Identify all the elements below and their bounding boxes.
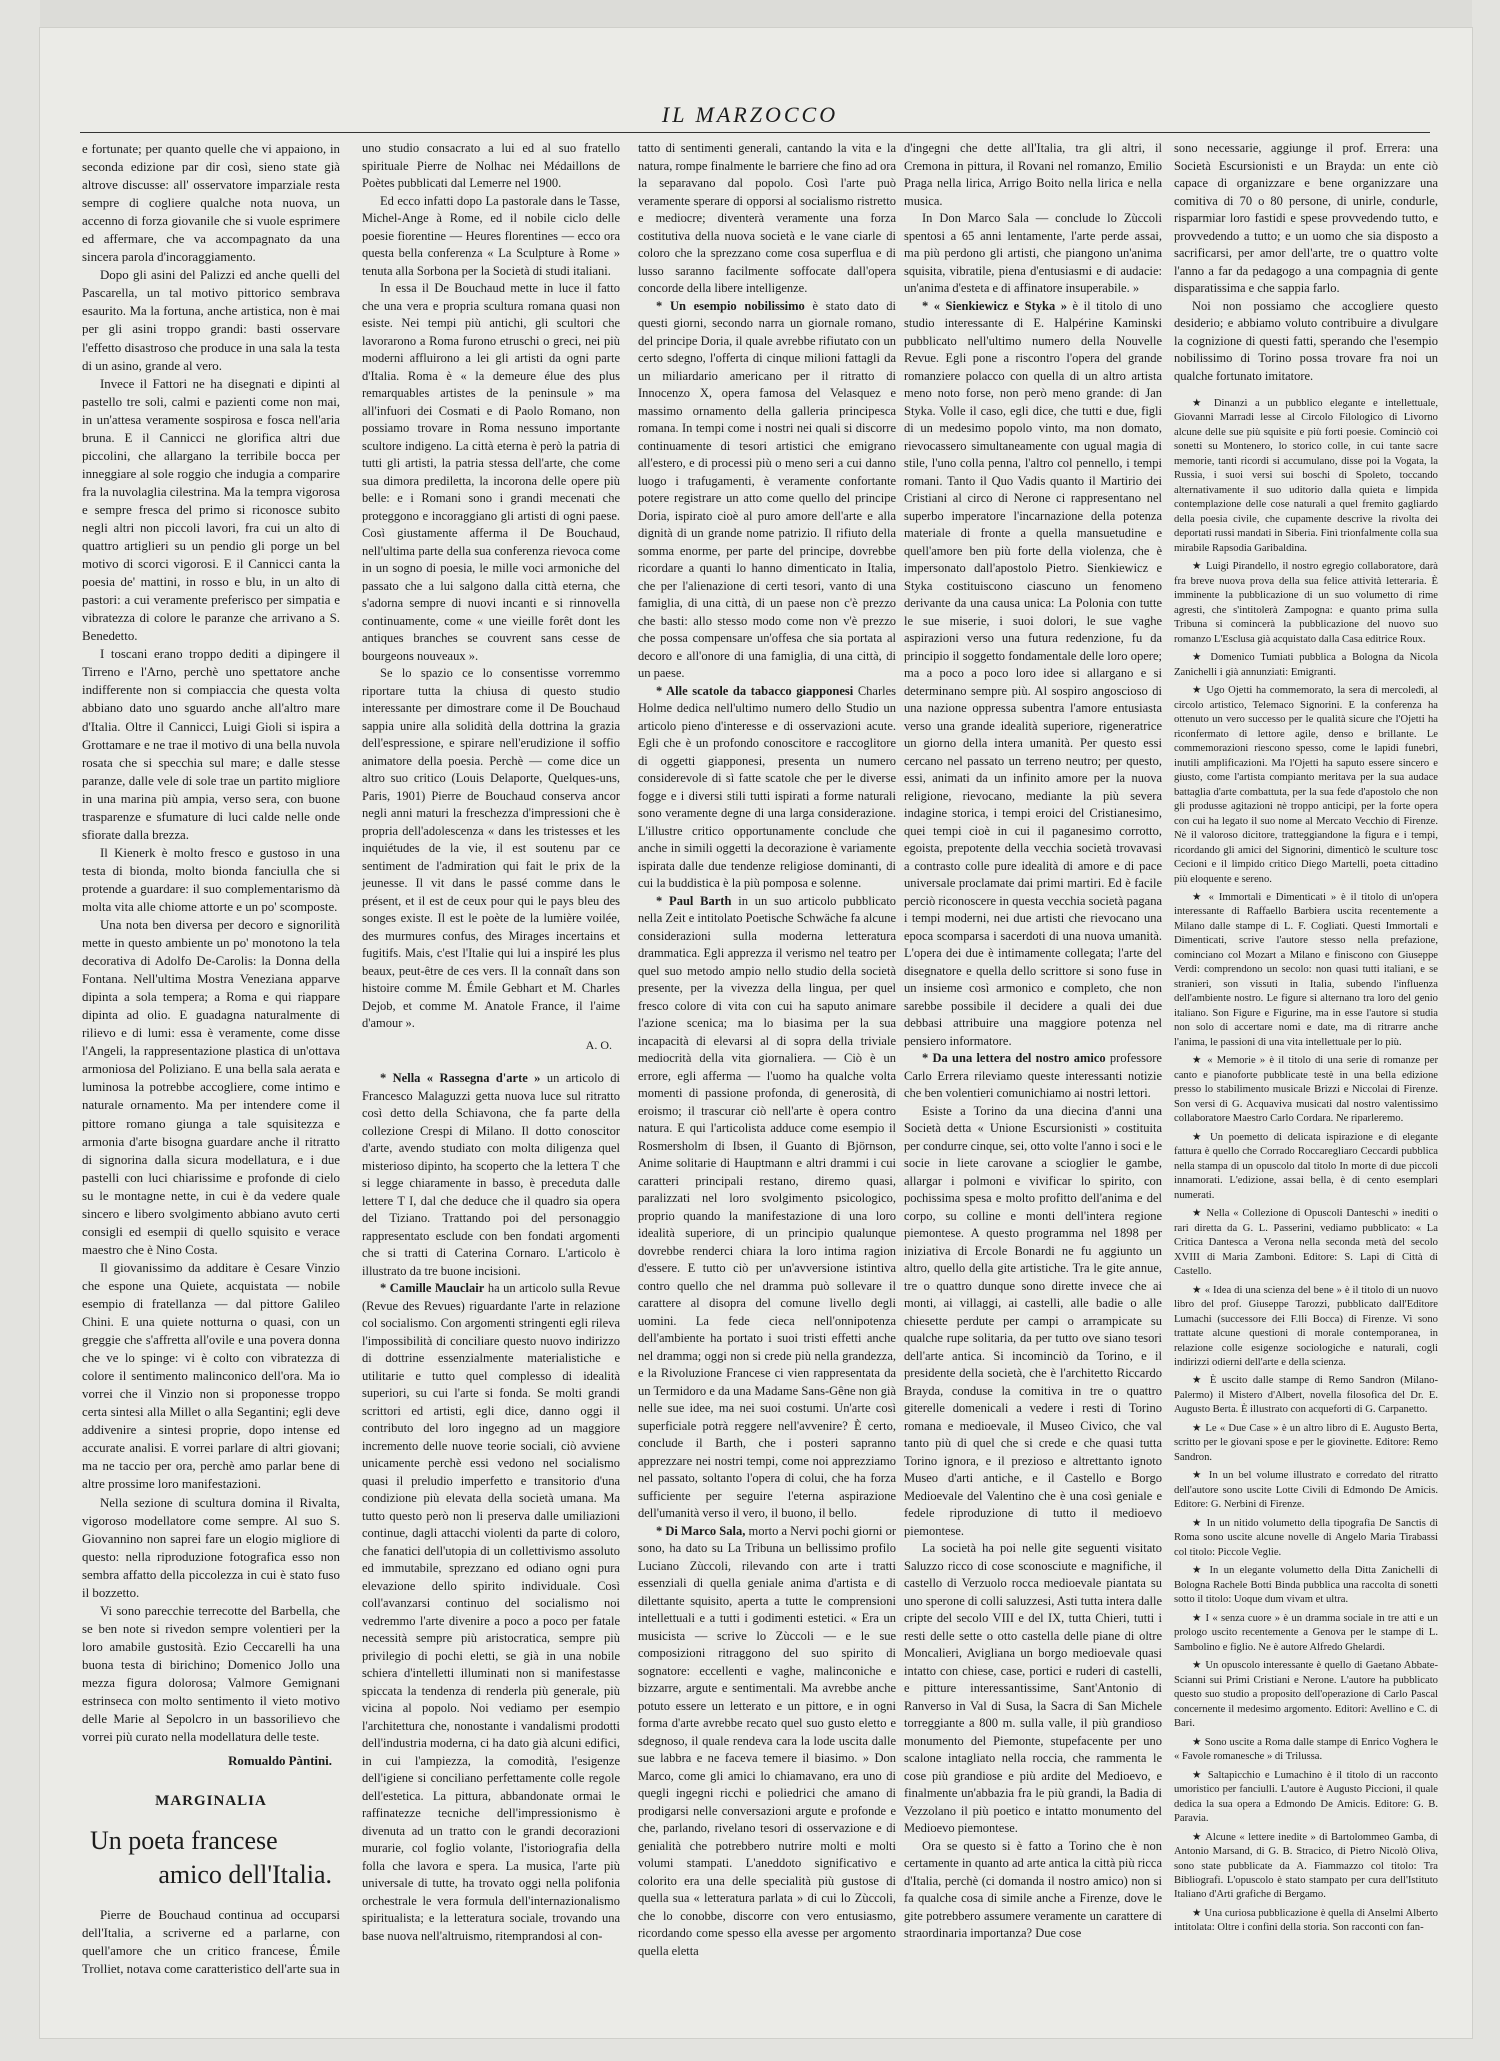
news-item [638,1523,896,1961]
news-note: ★ Alcune « lettere inedite » di Bartolommeo Gamba, di Antonio Marsand, di G. B. Stracico, di Pietro Nicolò Oliva, sono state pubblicate da A. Fiammazzo col titolo: Tra Bibliografi. L'opuscolo è stato stampato per cura dell'Istituto Italiano d'Arti grafiche di Bergamo. [1174,1831,1438,1901]
news-note: ★ Un poemetto di delicata ispirazione e di elegante fattura è quello che Corrado Roccaregliaro Ceccardi pubblica nella stampa di un opuscolo dal titolo In morte di due piccoli innamorati. L'edizione, assai bella, è di cento esemplari numerati. [1174,1131,1438,1201]
column-3 [638,140,896,1960]
paragraph: In essa il De Bouchaud mette in luce il fatto che una vera e propria scultura romana quasi non esiste. Nei tempi più antichi, gli scultori che lavorarono a Roma furono etruschi o greci, nei più moderni affluirono a lei gli artisti da ogni parte d'Italia. Roma è « la demeure élue des plus remarquables artistes de la peninsule » ma all'infuori dei Cosmati e di Paolo Romano, non possiamo trovare in Roma nessuno importante scultore indigeno. La città eterna è però la patria di tutti gli artisti, la patria stessa dell'arte, che come sua dimora prediletta, la incorona delle opere più belle: e i Romani sono i grandi mecenati che proteggono e incoraggiano gli artisti di ogni paese. Così giustamente afferma il De Bouchaud, nell'ultima parte della sua conferenza rievoca come in un sogno di poesia, le mille voci armoniche del passato che a lui salgono dalla città eterna, che s'adorna sempre di nuovi incanti e si rinnovella continuamente, come « une vieille forêt dont les antiques branches se couvrent sans cesse de bourgeons nouveaux ». [362,281,620,663]
news-note: ★ È uscito dalle stampe di Remo Sandron (Milano-Palermo) il Mistero d'Albert, novella filosofica del Dr. E. Augusto Berta. È illustrato con acqueforti di G. Carpanetto. [1174,1375,1438,1416]
paragraph: Una nota ben diversa per decoro e signorilità mette in questo ambiente un po' monotono la tela decorativa di Adolfo De-Carolis: la Donna della Fontana. Nell'ultima Mostra Veneziana apparve dipinta a sola tempera; a Roma e qui riappare dipinta ad olio. E guadagna naturalmente di rilievo e di lumi: essa è veramente, come disse l'Angeli, la rappresentazione plastica di un'ottava armoniosa del Poliziano. E una bella sala aerata e luminosa la potrebbe accogliere, come intimo e naturale ornamento. Ma per intendere come il pittore romano giunga a tale squisitezza e armonia d'arte bisogna guardare anche il ritratto di signorina dalla sicura modellatura, e i due pastelli con luci chiarissime e profonde di cielo su le montagne nette, in cui è da vedere quale sincero e libero svolgimento abbiano avuto certi consigli ed esempii di quello squisito e verace maestro che è Nino Costa. [82,918,340,1257]
paragraph: Dopo gli asini del Palizzi ed anche quelli del Pascarella, un tal motivo pittorico sembrava esaurito. Ma la fortuna, anche artistica, non è mai per gli asini troppo grandi: basti osservare l'effetto disastroso che produce in una sala la testa di un asino, grande al vero. [82,268,340,373]
paragraph: Vi sono parecchie terrecotte del Barbella, che se ben note si rivedon sempre volentieri per la loro amabile gustosità. Ezio Ceccarelli ha una buona testa di birichino; Domenico Jollo una mezza figura dolorosa; Valmore Gemignani estrinseca con molto sentimento il vieto motivo delle Marie al Sepolcro in un bassorilievo che vorrei più curato nella modellatura delle teste. [82,1603,340,1745]
news-item [904,298,1162,1051]
paragraph: Nella sezione di scultura domina il Rivalta, vigoroso modellatore come sempre. Al suo S. Giovannino non saprei fare un elogio migliore di questo: nella riproduzione fotografica esso non sembra affatto della piccolezza in cui è stato fuso il bozzetto. [82,1495,340,1600]
paragraph: Pierre de Bouchaud continua ad occuparsi dell'Italia, a scriverne ed a parlarne, con quell'amore che un critico francese, Émile Trolliet, notava come caratteristico dell'arte sua in [82,1908,340,1977]
news-note: ★ Sono uscite a Roma dalle stampe di Enrico Voghera le « Favole romanesche » di Trilussa. [1174,1736,1438,1763]
news-note: ★ In un nitido volumetto della tipografia De Sanctis di Roma sono uscite alcune novelle di Angelo Maria Tirabassi col titolo: Piccole Veglie. [1174,1517,1438,1558]
news-note: ★ Un opuscolo interessante è quello di Gaetano Abbate-Scianni sui Primi Cristiani e Nerone. L'autore ha pubblicato questo suo studio a proposito dell'operazione di Carlo Pascal concernente il medesimo argomento. Editori: Avellino e C. di Bari. [1174,1660,1438,1730]
news-item-body: professore Carlo Errera rileviamo queste interessanti notizie che ben volentieri comunichiamo ai nostri lettori. [904,1051,1162,1100]
author-signature: Romualdo Pàntini. [228,1754,332,1769]
paragraph: Ed ecco infatti dopo La pastorale dans le Tasse, Michel-Ange à Rome, ed il nobile ciclo delle poesie fiorentine — Heures florentines — ecco ora questa bella conferenza « La Sculpture à Rome » tenuta alla Sorbona per la Società di studi italiani. [362,193,620,278]
news-item-body: è il titolo di uno studio interessante di E. Halpérine Kaminski pubblicato nell'ultimo numero della Nouvelle Revue. Egli pone a riscontro l'opera del grande romanziere polacco con quella di un altro artista meno noto forse, non però meno grande: di Jan Styka. Volle il caso, egli dice, che tutti e due, figli di un medesimo popolo vinto, ma non domato, rievocassero simultaneamente con ugual magia di stile, l'uno colla penna, l'altro col pennello, i tempi romani. Tanto il Quo Vadis quanto il Martirio dei Cristiani al circo di Nerone ci rappresentano nel superbo imperatore l'incarnazione della potenza materiale di fronte a quella mansuetudine e quell'amore ben più forte della violenza, che è impersonato dall'apostolo Pietro. Sienkiewicz e Styka costituiscono ciascuno un fenomeno derivante da una causa unica: La Polonia con tutte le sue miserie, i suoi dolori, le sue vaghe aspirazioni verso una futura redenzione, fu da principio il soggetto fondamentale delle loro opere; ma a poco a poco loro idee si allargano e si determinano sempre più. Al sospiro angoscioso di una nazione oppressa subentra l'amore entusiasta verso una grande idealità superiore, rigeneratrice un giorno della intera umanità. Per questo essi cercano nel passato un terreno neutro; per questo, essi, animati da un infinito amore per la nuova religione, rievocano, mediante la più severa indagine storica, i tempi eroici del Cristianesimo, quei tempi cioè in cui il paganesimo corrotto, egoista, prepotente della vecchia società trovavasi a contrasto colle pure idealità di amore e di pace universale proclamate dai primi martiri. Ed è facile perciò riconoscere in questa vecchia società pagana i tempi moderni, nei due artisti che rievocano una epoca scomparsa i sacerdoti di una nuova umanità. L'opera dei due è intimamente collegata; l'arte del disegnatore e quella dello scrittore si sono fuse in un insieme così armonico e completo, che non sarebbe possibile il decidere a quali dei due debbasi attribuire una maggiore potenza nel pensiero informatore. [904,298,1162,1048]
paragraph: Noi non possiamo che accogliere questo desiderio; e abbiamo voluto contribuire a divulgare la cognizione di questi fatti, sperando che l'esempio nobilissimo di Torino possa trovare fra noi un qualche fortunato imitatore. [1174,298,1438,383]
news-note: ★ I « senza cuore » è un dramma sociale in tre atti e un prologo uscito recentemente a Genova per le stampe di L. Sambolino e figlio. Ne è autore Alfredo Ghelardi. [1174,1612,1438,1653]
column-4 [904,140,1162,1943]
paragraph: Ora se questo si è fatto a Torino che è non certamente in quanto ad arte antica la città più ricca d'Italia, perchè (ci domanda il nostro amico) non si fa qualche cosa di simile anche a Firenze, dove le gite potrebbero assumere veramente un carattere di straordinaria importanza? Due cose [904,1838,1162,1940]
news-note: ★ Ugo Ojetti ha commemorato, la sera di mercoledì, al circolo artistico, Telemaco Signorini. E la conferenza ha ottenuto un vero successo per le qualità sicure che l'Ojetti ha riconfermato di lettore agile, denso e brillante. Le commemorazioni riescono spesso, come le lapidi funebri, inutili amplificazioni. Ma l'Ojetti ha saputo essere sincero e giusto, come l'artista compianto meritava per la sua audace battaglia d'arte combattuta, per la sua fede d'apostolo che non gli produsse agitazioni nè troppo anticipi, per la forte opera con cui ha legato il suo nome al Mercato Vecchio di Firenze. Nè il valoroso dicitore, tratteggiandone la figura e i tempi, ricordando gli amici del Signorini, dimenticò le sculture tosc Cecioni e il limpido critico Diego Martelli, poeta cittadino più eloquente e sereno. [1174,685,1438,885]
news-note: ★ « Memorie » è il titolo di una serie di romanze per canto e pianoforte pubblicate testè in una bella edizione presso lo stabilimento musicale Brizzi e Niccolai di Firenze. Son versi di G. Acquaviva musicati dal nostro valentissimo collaboratore Maestro Carlo Cordara. Ne riparleremo. [1174,1055,1438,1125]
news-note: ★ Nella « Collezione di Opuscoli Danteschi » inediti o rari diretta da G. L. Passerini, vediamo pubblicato: « La Critica Dantesca a Verona nella seconda metà del secolo XVIII di Maria Zamboni. Editore: S. Lapi di Città di Castello. [1174,1208,1438,1278]
section-heading: MARGINALIA [155,1793,267,1810]
news-item-heading: * Un esempio nobilissimo [656,298,805,313]
news-item-heading: * Da una lettera del nostro amico [922,1051,1106,1065]
paragraph: Invece il Fattori ne ha disegnati e dipinti al pastello tre soli, calmi e pazienti come non mai, in un'attesa veramente sospirosa e fosca nell'aria bruna. E il Cannicci ne glorifica altri due piccolini, che allargano la terribile bocca per inneggiare al sole roggio che indugia a comparire fra la nuvolaglia cilestrina. Ma la tempra vigorosa e sempre fresca del primo si riconosce subito negli altri non piccoli lavori, fra cui un alto di quattro artiglieri su un pendio gli porge un bel motivo di scorci vigorosi. E il Cannicci canta la poesia de' mattini, in rosso e blu, in un alto di pastori: a cui veramente preferisco per simpatia e vibratezza di colore le paranze che arrivano a S. Benedetto. [82,376,340,644]
news-note: ★ Le « Due Case » è un altro libro di E. Augusto Berta, scritto per le giovani spose e per le giovinette. Editore: Remo Sandron. [1174,1422,1438,1463]
paragraph: Il Kienerk è molto fresco e gustoso in una testa di bionda, molto bionda fanciulla che si protende a guardare: il suo complementarismo dà molta vita alle chiome attorte e un po' scomposte. [82,845,340,914]
paragraph: sono necessarie, aggiunge il prof. Errera: una Società Escursionisti e un Brayda: un ente ciò capace di organizzare e bene organizzare una comitiva di 70 o 80 persone, di unirle, condurle, risparmiar loro fastidi e spese provvedendo tutto, e provvedendo a tutto; e un uomo che sia disposto a sacrificarsi, per amor dell'arte, tre o quattro volte l'anno a far da pedagogo a una compagnia di gente disparatissima e che sappia farlo. [1174,141,1438,295]
news-item-body: un articolo di Francesco Malaguzzi getta nuova luce sul ritratto così detto della Schiavona, che fa parte della collezione Crespi di Milano. Il dotto conoscitor d'arte, avendo studiato con molta diligenza quel misterioso dipinto, ha scoperto che la lettera T che si legge chiaramente in basso, è preceduta dalle lettere T I, dal che deduce che il quadro sia opera del Tiziano. Trattando poi del personaggio rappresentato esclude con ben fondati argomenti che si tratti di Caterina Cornaro. L'articolo è illustrato da tre buone incisioni. [362,1071,620,1278]
news-item-body: in un suo articolo pubblicato nella Zeit e intitolato Poetische Schwäche fa alcune considerazioni sulla moderna letteratura drammatica. Egli apprezza il verismo nel teatro per quel suo metodo ampio nello studio della società presente, per la vivezza della lingua, per quel fresco colore di vita con cui ha saputo animare l'azione scenica; ma lo biasima per la sua incapacità di elevarsi al di sopra della triviale mediocrità della vita giornaliera. — Ciò è un errore, egli afferma — l'uomo ha qualche volta momenti di passione profonda, di generosità, di eroismo; il trascurar ciò nell'arte è opera contro natura. E qui l'articolista adduce come esempio il Rosmersholm di Ibsen, il Guanto di Björnson, Anime solitarie di Hauptmann e altri drammi i cui caratteri principali restano, diremo quasi, paralizzati nel loro svolgimento psicologico, proprio quando la manifestazione di una loro idealità superiore, di un principio qualunque dovrebbe renderci chiara la loro intima ragion d'essere. E tutto ciò per un'avversione istintiva contro quello che nel dramma può sollevare il carattere al disopra del comune livello degli uomini. La fede cieca nell'onnipotenza dell'ambiente ha portato i suoi tristi effetti anche nel dramma; oggi non si crede più nella grandezza, e la Rivoluzione Francese ci vien rappresentata da un Termidoro e da una Madame Sans-Gêne non già nelle sue idee, ma nei suoi costumi. Un'arte così superficiale potrà reggere nell'avvenire? È certo, conclude il Barth, che i posteri sapranno apprezzare nei nostri tempi, come noi apprezziamo nel passato, soltanto l'opera di colui, che ha forza sufficiente per seguire l'eterna aspirazione dell'umanità verso il vero, il buono, il bello. [638,893,897,1520]
news-item [638,683,896,893]
news-item-heading: * Paul Barth [656,893,732,908]
paragraph: Il giovanissimo da additare è Cesare Vinzio che espone una Quiete, acquistata — nobile esempio di fratellanza — dal pittore Galileo Chini. E una quiete notturna o quasi, con un greggie che s'affretta all'ovile e una povera donna che ve lo spinge: vi è colto con vibratezza di colore il sentimento malinconico dell'ora. Ma io vorrei che il Vinzio non si proponesse troppo certa sintesi alla Millet o alla Segantini; egli deve addivenire a sintesi proprie, dopo intense ed accurate analisi. E vorrei parlare di altri giovani; ma ne taccio per ora, perchè amo parlar bene di altre prossime loro manifestazioni. [82,1260,340,1492]
news-item-heading: * Alle scatole da tabacco giapponesi [656,683,854,698]
paragraph: Se lo spazio ce lo consentisse vorremmo riportare tutta la chiusa di questo studio interessante per dimostrare come il De Bouchaud sappia unire alla solidità della dottrina la grazia dell'espressione, e spirare nell'erudizione il soffio animatore della poesia. Perchè — come dice un altro suo critico (Louis Delaporte, Quelques-uns, Paris, 1901) Pierre de Bouchaud conserva ancor negli anni maturi la freschezza d'impressioni che è propria dell'adolescenza « dans les tristesses et les inquiétudes de la vie, il est soutenu par ce sentiment de l'admiration qui fait le prix de la jeunesse. Il vit dans le passé comme dans le présent, et il est de ceux pour qui le pays bleu des songes existe. Il est le poète de la lumière voilée, des murmures confus, des Mirages incertains et fugitifs. Mais, c'est l'Italie qui lui a inspiré les plus beaux, peut-être de ces vers. Il la connaît dans son histoire comme M. Émile Gebhart et M. Charles Dejob, et comme M. Anatole France, il l'aime d'amour ». [362,666,620,1030]
news-item [362,1280,620,1945]
paragraph: Esiste a Torino da una diecina d'anni una Società detta « Unione Escursionisti » costituita per condurre cinque, sei, otto volte l'anno i soci e le socie in liete carovane a scioglier le gambe, allargar i polmoni e vivificar lo spirito, con pochissima spesa e molto profitto dell'anima e del corpo, su colline e monti dell'intera regione piemontese. A questo programma nel 1898 per iniziativa di Ercole Bonardi ne fu aggiunto un altro, quello della gite artistiche. Tra le gite annue, tre o quattro dunque sono dirette invece che ai monti, ai villaggi, ai castelli, alle badie o alle chiesette perdute per campi o arrampicate su qualche rupe solitaria, da per tutto ove siano tesori dell'arte antica. Si incominciò da Torino, e il presidente della società, che è l'architetto Riccardo Brayda, conduse la comitiva in tre o quattro giterelle domenicali a vedere i resti di Torino romana e medioevale, il Museo Civico, che val tanto più di quel che si crede e che quasi tutta Torino ignora, e il prezioso e altrettanto ignoto Museo d'arti antiche, e il Castello e Borgo Medioevale del Valentino che è una così geniale e fedele riproduzione di tutto il medioevo piemontese. [904,1103,1162,1538]
news-item-heading: * « Sienkiewicz e Styka » [922,298,1067,313]
news-item-body: ha un articolo sulla Revue (Revue des Revues) riguardante l'arte in relazione col socialismo. Con argomenti stringenti egli rileva l'impossibilità di conciliare questo nuovo indirizzo di dottrine essenzialmente materialistiche e utilitarie e tutto quel complesso di idealità superiori, su cui l'arte si fonda. Se molti grandi scrittori ed artisti, egli dice, danno oggi il contributo del loro ingegno ad un maggiore incremento delle nuove teorie sociali, ciò avviene unicamente perchè essi vedono nel socialismo quasi il preludio imperfetto e transitorio d'una condizione più elevata della società umana. Ma tutto questo però non li preserva dalle umiliazioni continue, dagli attacchi violenti da parte di coloro, che fanatici dell'utopia di un collettivismo assoluto ed immutabile, sprezzano ed odiano ogni pura elevazione dello spirito individuale. Così coll'avanzarsi continuo del socialismo noi vedremmo l'arte divenire a poco a poco per fatale necessità sempre più aristocratica, sempre più privilegio di pochi eletti, se già in una nobile schiera d'intelletti illuminati non si manifestasse spiccata la tendenza di renderla più generale, più vicina al popolo. Noi vediamo per esempio l'architettura che, nonostante i vandalismi prodotti dell'industria moderna, ci ha dato già alcuni edifici, in cui l'ampiezza, la comodità, l'esigenze dell'igiene si conciliano perfettamente colle regole dell'estetica. La pittura, abbandonate ormai le raffinatezze tecniche dell'impressionismo è divenuta ad un tratto con le grandi decorazioni murarie, col foglio volante, l'istoriografia della folla che lavora e spera. La musica, l'arte più universale di tutte, ha trovato oggi nella polifonia orchestrale le vera formula dell'internazionalismo spiritualista; e la letteratura sociale, trovando una base nuova nell'altruismo, ritemprandosi al con- [362,1281,620,1943]
news-note: ★ Domenico Tumiati pubblica a Bologna da Nicola Zanichelli i già annunziati: Emigranti. [1174,652,1438,678]
news-note: ★ Saltapicchio e Lumachino è il titolo di un racconto umoristico per fanciulli. L'autore è Augusto Piccioni, il quale dedica la sua opera a Edmondo De Amicis. Editore: G. B. Paravia. [1174,1769,1438,1825]
page-header-title: IL MARZOCCO [661,102,839,127]
header-rule [80,132,1430,133]
news-item [904,1050,1162,1103]
news-note: ★ « Idea di una scienza del bene » è il titolo di un nuovo libro del prof. Giuseppe Tarozzi, pubblicato dall'Editore Lumachi (successore dei F.lli Bocca) di Firenze. Vi sono trattate alcune questioni di morale contemporanea, in relazione colle esigenze sociologiche e naturali, cogli indirizzi odierni dell'arte e della scienza. [1174,1284,1438,1368]
article-title-line-2: amico dell'Italia. [158,1860,332,1890]
news-note: ★ Luigi Pirandello, il nostro egregio collaboratore, darà fra breve nuova prova della sua felice attività letteraria. È imminente la pubblicazione di un suo volumetto di rime agresti, che s'intitolerà Zampogna: e quanto prima sulla Tribuna si comincerà la pubblicazione del nuovo suo romanzo L'Esclusa già acquistato dalla Casa editrice Roux. [1174,561,1438,645]
news-item-body: morto a Nervi pochi giorni or sono, ha dato su La Tribuna un bellissimo profilo Luciano Zùccoli, rilevando con arte i tratti essenziali di quella geniale anima d'artista e di dilettante squisito, aperta a tutte le comprensioni intellettuali e a tutti i godimenti estetici. « Era un musicista — scrive lo Zùccoli — e le sue composizioni ritraggono del suo spirito di sognatore: eccellenti e vaghe, malinconiche e bizzarre, argute e sentimentali. Ma avrebbe anche potuto essere un letterato e un pittore, e in ogni forma d'arte avrebbe recato quel suo gusto eletto e sdegnoso, il quale rendeva cara la lode uscita dalle sue labbra e ne faceva temere il biasimo. » Don Marco, come gli amici lo chiamavano, era uno di quegli ingegni ricchi e poliedrici che amano di prodigarsi nelle conversazioni argute e profonde e che, parlando, rivelano tesori di osservazione e di genialità che potrebbero nutrire molti e molti volumi stampati. L'aneddoto significativo e colorito era una delle specialità più gustose di quella sua « letteratura parlata » di cui lo Zùccoli, che lo conobbe, discorre con vero entusiasmo, ricordando come spesso ella avesse per argomento quella eletta [638,1523,897,1958]
column-1 [82,140,340,1978]
column-2 [362,140,620,1945]
news-item-heading: * Di Marco Sala, [656,1523,746,1538]
paragraph: I toscani erano troppo dediti a dipingere il Tirreno e l'Arno, perchè uno spettatore anche indifferente non si compiaccia che questa volta abbiano dato uno sguardo anche all'altro mare d'Italia. Oltre il Cannicci, Luigi Gioli si ispira a Grottamare e ne trae il motivo di una bella nuvola rosata che si specchia sul mare; e dalle stesse paranze, dalle vele di sole trae un partito migliore in una marina più ampia, verso sera, con buone trasparenze e sfumature di luci calde nelle onde sfiorate dalla brezza. [82,647,340,842]
news-note: ★ « Immortali e Dimenticati » è il titolo di un'opera interessante di Raffaello Barbiera uscita recentemente a Milano dalle stampe di L. F. Cogliati. Questi Immortali e Dimenticati, scrive l'autore stesso nella prefazione, cominciano col Mozart a Milano e finiscono con Giuseppe Verdi: comprendono un secolo: non quasi tutti italiani, e se stranieri, son vissuti in Italia, subendo l'influenza dell'ambiente nostro. Le figure si alternano tra loro del genio italiano. Son Figure e Figurine, ma in esse l'autore si studia non solo di accertare nomi e date, ma di ritrarre anche l'anima, le passioni di una vita intellettuale per lo più. [1174,891,1438,1048]
news-note: ★ In un elegante volumetto della Ditta Zanichelli di Bologna Rachele Botti Binda pubblica una raccolta di sonetti sotto il titolo: Uoque dum vivam et ultra. [1174,1565,1438,1606]
article-title [82,1824,340,1892]
news-item [362,1070,620,1280]
news-item-heading: * Camille Mauclair [380,1281,485,1295]
column-5 [1174,140,1438,1936]
news-item-body: è stato dato di questi giorni, secondo narra un giornale romano, del principe Doria, il quale avrebbe rifiutato con un certo sdegno, l'offerta di cinque milioni fattagli da un miliardario americano per il ritratto di Innocenzo X, opera famosa del Velasquez e massimo ornamento della galleria principesca romana. In tempi come i nostri nei quali si discorre continuamente di tesori artistici che emigrano all'estero, e di processi più o meno seri a cui danno luogo i trafugamenti, è veramente confortante potere registrare un atto come quello del principe Doria, ispirato cioè al puro amore dell'arte e alla dignità di un grande nome patrizio. Il rifiuto della somma enorme, per parte del principe, dovrebbe ricordare a quanti lo hanno dimenticato in Italia, che per l'alienazione di certi tesori, vanto di una famiglia, di una città, di un paese non c'è prezzo che basti: allo stesso modo come non v'è prezzo che possa compensare un'offesa che sia portata al decoro e all'onore di una famiglia, di una città, di un paese. [638,298,896,680]
news-item-heading: * Nella « Rassegna d'arte » [380,1071,541,1085]
article-title-line-1: Un poeta francese [90,1826,278,1856]
news-note: ★ Una curiosa pubblicazione è quella di Anselmi Alberto intitolata: Oltre i confini della storia. Son racconti con fan- [1174,1907,1438,1934]
paragraph: La società ha poi nelle gite seguenti visitato Saluzzo ricco di cose sconosciute e magnifiche, il castello di Verzuolo rocca medioevale piantata su uno sperone di colli saluzzesi, Asti tutta intera dalle cripte del secolo VIII e del IX, tutta Chieri, tutti i resti delle sette o otto castella delle piane di oltre Moncalieri, Avigliana un borgo medioevale quasi intatto con chiese, case, portici e ruderi di castelli, e pitture interessantissime, Sant'Antonio di Ranverso in Val di Susa, la Sacra di San Michele torreggiante a 800 m. sulla valle, il più grandioso monumento del Piemonte, stupefacente per uno scalone intagliato nella roccia, che rammenta le cose più grandiose e più ardite del Medioevo, e finalmente un'abbazia fra le più grandi, la Badia di Vezzolano il più poetico e intatto monumento del Medioevo piemontese. [904,1541,1162,1835]
paragraph: uno studio consacrato a lui ed al suo fratello spirituale Pierre de Nolhac nei Médaillons de Poètes pubblicati dal Lemerre nel 1900. [362,141,620,190]
news-item [638,298,896,683]
news-item-body: Charles Holme dedica nell'ultimo numero dello Studio un articolo pieno d'interesse e di osservazioni acute. Egli che è un profondo conoscitore e raccoglitore di oggetti giapponesi, presenta un numero considerevole di sì fatte scatole che per le diverse fogge e i diversi stili tutti ispirati a forme naturali sono veramente degne di una larga considerazione. L'illustre critico opportunamente conclude che anche in simili oggetti la decorazione è variamente ispirata dalle due tendenze religiose dominanti, di cui la buddistica è la più pomposa e solenne. [638,683,897,890]
paragraph: In Don Marco Sala — conclude lo Zùccoli spentosi a 65 anni lentamente, l'arte perde assai, ma più perdono gli artisti, che piangono un'anima squisita, vibratile, piena d'entusiasmi e di audacie: un'anima d'esteta e di affinatore insuperabile. » [904,211,1162,295]
author-initials: A. O. [585,1037,612,1052]
news-note: ★ Dinanzi a un pubblico elegante e intellettuale, Giovanni Marradi lesse al Circolo Filologico di Livorno alcune delle sue più squisite e più forti poesie. Cominciò coi sonetti su Montenero, lo storico colle, in cui tante sacre memorie, tanti ricordi si accumulano, disse poi la Vogata, la Russia, i suoi versi sui boschi di Spoleto, toccando alternativamente il suo uditorio dalla quieta e limpida contemplazione delle cose naturali a quel fremito gagliardo della poesia civile, che cupamente descrive la rivolta dei deportati russi mandati in Siberia. Finì trionfalmente colla sua mirabile Rapsodia Garibaldina. [1174,398,1438,554]
news-item [638,893,896,1523]
paragraph: d'ingegni che dette all'Italia, tra gli altri, il Cremona in pittura, il Rovani nel romanzo, Emilio Praga nella lirica, Arrigo Boito nella lirica e nella musica. [904,141,1162,208]
paragraph: e fortunate; per quanto quelle che vi appaiono, in seconda edizione par dir così, sieno state già altrove discusse: all' osservatore imparziale resta sempre di cogliere qualche nota nuova, un accenno di forza giovanile che si vuole esprimere ed affermare, che va accompagnato da una sincera parola d'incoraggiamento. [82,142,340,265]
news-note: ★ In un bel volume illustrato e corredato del ritratto dell'autore sono uscite Lotte Civili di Edmondo De Amicis. Editore: G. Nerbini di Firenze. [1174,1470,1438,1511]
paragraph: tatto di sentimenti generali, cantando la vita e la natura, rompe finalmente le barriere che fino ad ora la separavano dal popolo. Così l'arte può veramente sperare di opporsi al socialismo ristretto e mediocre; diventerà veramente una forza costitutiva della nuova società e le vane ciarle di coloro che la sprezzano come cosa superflua e di lusso saranno facilmente soffocate dall'opera concorde della libere intelligenze. [638,141,896,295]
